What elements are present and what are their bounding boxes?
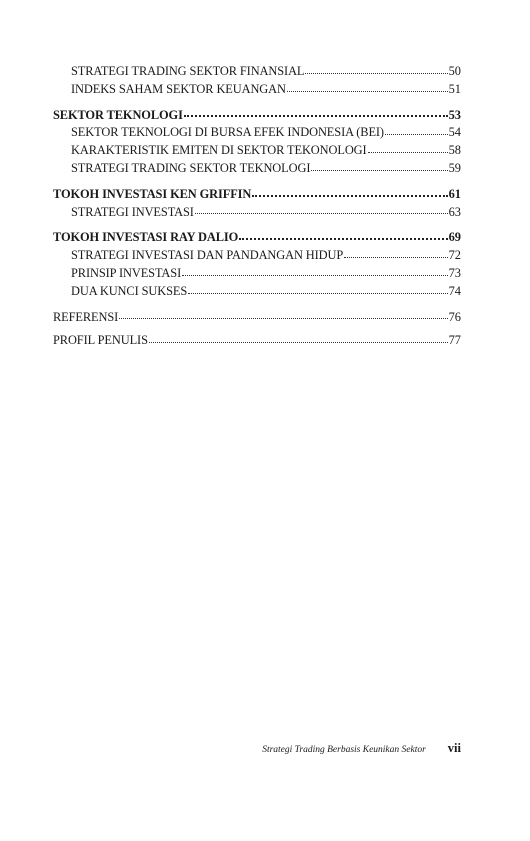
toc-section-entry[interactable] [53,229,461,247]
running-footer-title: Strategi Trading Berbasis Keunikan Sektor [262,745,426,755]
toc-entry-label: STRATEGI TRADING SEKTOR TEKNOLOGI [71,160,311,175]
toc-entry-page: 74 [448,283,461,298]
toc-spacer [53,99,461,107]
toc-entry-page: 63 [448,204,461,219]
toc-entry-label: STRATEGI INVESTASI DAN PANDANGAN HIDUP [71,248,344,263]
toc-entry-page: 69 [448,230,461,245]
toc-entry-page: 76 [448,309,461,324]
toc-entry-page: 72 [448,248,461,263]
toc-entry-page: 58 [448,143,461,158]
toc-entry-page: 59 [448,160,461,175]
toc-section-entry[interactable] [53,186,461,204]
page-number: vii [447,741,461,755]
toc-dot-leader [119,318,447,319]
toc-subsection-entry[interactable] [53,283,461,301]
page-footer [0,741,461,756]
toc-spacer [53,301,461,309]
toc-entry-label: PRINSIP INVESTASI [71,265,182,280]
toc-dot-leader [287,91,448,92]
toc-entry-label: INDEKS SAHAM SEKTOR KEUANGAN [71,81,286,96]
toc-entry-label: SEKTOR TEKNOLOGI DI BURSA EFEK INDONESIA (BEI) [71,125,384,140]
toc-subsection-entry[interactable] [53,81,461,99]
toc-section-entry[interactable] [53,107,461,125]
toc-dot-leader [195,213,448,214]
table-of-contents [53,63,461,350]
toc-dot-leader [252,195,447,197]
toc-subsection-entry[interactable] [53,142,461,160]
toc-subsection-entry[interactable] [53,204,461,222]
toc-entry-label: TOKOH INVESTASI RAY DALIO [53,230,239,245]
toc-entry-label: SEKTOR TEKNOLOGI [53,107,183,122]
toc-entry-label: PROFIL PENULIS [53,333,148,348]
toc-subsection-entry[interactable] [53,63,461,81]
toc-entry-page: 77 [448,333,461,348]
toc-subsection-entry[interactable] [53,265,461,283]
toc-entry-label: REFERENSI [53,309,119,324]
toc-dot-leader [385,134,448,135]
toc-subsection-entry[interactable] [53,247,461,265]
toc-dot-leader [184,115,448,117]
toc-entry-page: 53 [448,107,461,122]
toc-entry[interactable] [53,309,461,327]
toc-dot-leader [182,275,448,276]
toc-entry-label: STRATEGI INVESTASI [71,204,194,219]
toc-dot-leader [239,238,447,240]
toc-entry-page: 50 [448,64,461,78]
toc-entry-label: STRATEGI TRADING SEKTOR FINANSIAL [71,64,305,78]
toc-entry[interactable] [53,332,461,350]
toc-dot-leader [368,152,448,153]
toc-dot-leader [188,293,447,294]
toc-entry-page: 51 [448,81,461,96]
toc-spacer [53,178,461,186]
toc-entry-page: 73 [448,265,461,280]
toc-entry-label: DUA KUNCI SUKSES [71,283,188,298]
toc-spacer [53,221,461,229]
toc-entry-page: 61 [448,186,461,201]
toc-dot-leader [305,73,447,74]
toc-entry-page: 54 [448,125,461,140]
toc-dot-leader [149,342,448,343]
toc-dot-leader [311,170,447,171]
toc-subsection-entry[interactable] [53,124,461,142]
toc-subsection-entry[interactable] [53,160,461,178]
toc-entry-label: KARAKTERISTIK EMITEN DI SEKTOR TEKONOLOGI [71,143,367,158]
toc-entry-label: TOKOH INVESTASI KEN GRIFFIN [53,186,252,201]
toc-dot-leader [344,257,447,258]
